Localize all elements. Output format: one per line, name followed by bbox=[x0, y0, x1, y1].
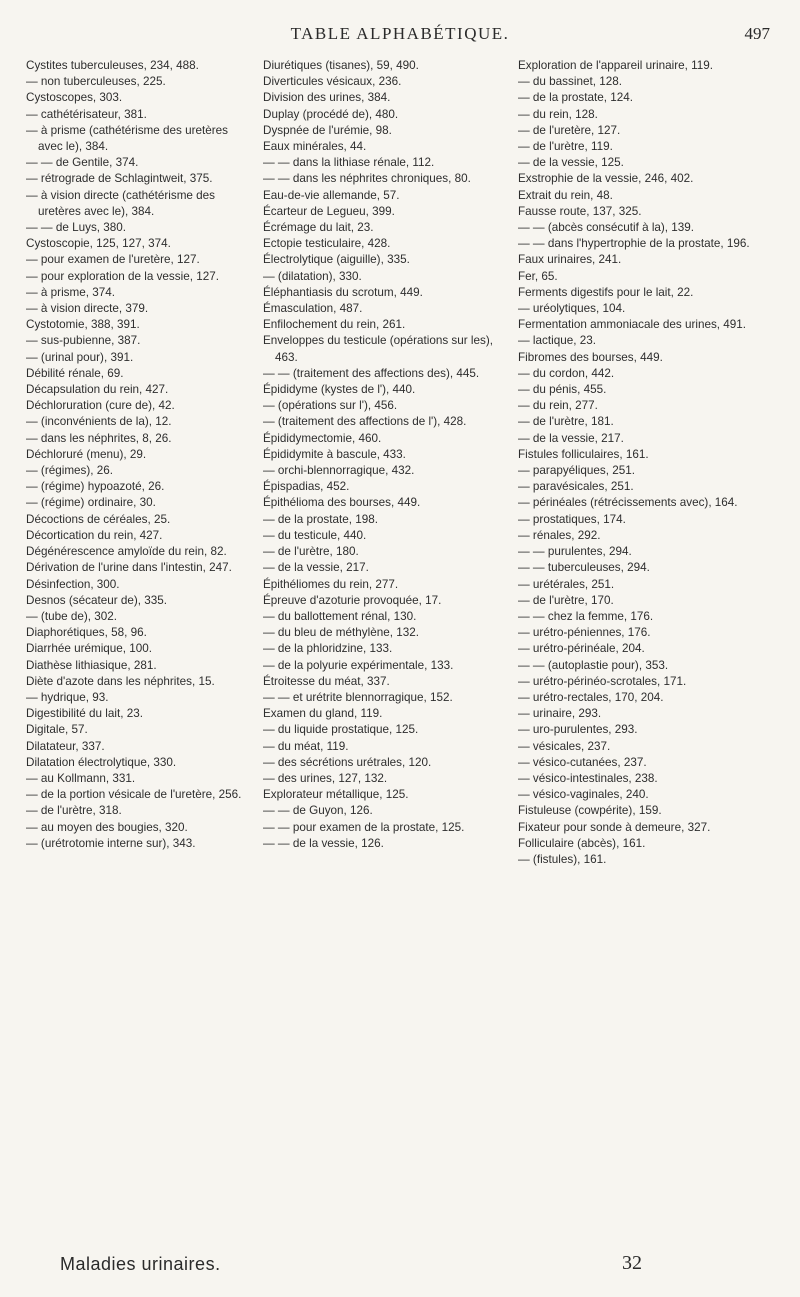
index-entry: Désinfection, 300. bbox=[26, 577, 120, 591]
page-header bbox=[0, 24, 800, 50]
index-entry: — du méat, 119. bbox=[263, 739, 349, 753]
index-entry: — au Kollmann, 331. bbox=[26, 771, 136, 785]
index-entry: — — de la vessie, 126. bbox=[263, 836, 384, 850]
index-entry: — rétrograde de Schlagintweit, 375. bbox=[26, 172, 213, 186]
index-column-1 bbox=[26, 58, 248, 852]
index-entry: — prostatiques, 174. bbox=[518, 512, 626, 526]
index-entry: Fausse route, 137, 325. bbox=[518, 204, 642, 218]
index-entry: Étroitesse du méat, 337. bbox=[263, 674, 390, 688]
index-entry: Épispadias, 452. bbox=[263, 480, 350, 494]
index-entry: — — pour examen de la prostate, 125. bbox=[263, 820, 465, 834]
index-entry: Éléphantiasis du scrotum, 449. bbox=[263, 285, 423, 299]
index-entry: Division des urines, 384. bbox=[263, 91, 391, 105]
index-entry: Faux urinaires, 241. bbox=[518, 253, 622, 267]
index-entry: — de la phloridzine, 133. bbox=[263, 642, 393, 656]
index-entry: — de la vessie, 125. bbox=[518, 156, 624, 170]
index-entry: Extrait du rein, 48. bbox=[518, 188, 613, 202]
index-entry: — du liquide prostatique, 125. bbox=[263, 723, 419, 737]
index-entry: Digitale, 57. bbox=[26, 723, 88, 737]
index-entry: Dilatateur, 337. bbox=[26, 739, 105, 753]
index-entry: — du ballottement rénal, 130. bbox=[263, 609, 417, 623]
index-entry: — urétro-péniennes, 176. bbox=[518, 626, 651, 640]
index-entry: — orchi-blennorragique, 432. bbox=[263, 464, 415, 478]
index-entry: Digestibilité du lait, 23. bbox=[26, 707, 143, 721]
index-entry: — dans les néphrites, 8, 26. bbox=[26, 431, 172, 445]
index-entry: — de l'urètre, 318. bbox=[26, 804, 122, 818]
index-entry: Examen du gland, 119. bbox=[263, 707, 383, 721]
index-entry: — (fistules), 161. bbox=[518, 852, 607, 866]
index-entry: — vésico-vaginales, 240. bbox=[518, 788, 649, 802]
index-entry: — urétro-périnéo-scrotales, 171. bbox=[518, 674, 687, 688]
index-entry: — uréolytiques, 104. bbox=[518, 302, 626, 316]
index-entry: — cathétérisateur, 381. bbox=[26, 107, 147, 121]
index-entry: Décapsulation du rein, 427. bbox=[26, 383, 169, 397]
index-entry: Écrémage du lait, 23. bbox=[263, 221, 374, 235]
index-entry: — des urines, 127, 132. bbox=[263, 771, 388, 785]
index-entry: Diverticules vésicaux, 236. bbox=[263, 75, 402, 89]
index-entry: Exploration de l'appareil urinaire, 119. bbox=[518, 59, 713, 72]
index-entry: — hydrique, 93. bbox=[26, 690, 109, 704]
index-entry: Déchloruration (cure de), 42. bbox=[26, 399, 175, 413]
index-entry: Épididyme (kystes de l'), 440. bbox=[263, 383, 416, 397]
index-entry: — (dilatation), 330. bbox=[263, 269, 362, 283]
index-entry: — du rein, 277. bbox=[518, 399, 598, 413]
index-entry: — au moyen des bougies, 320. bbox=[26, 820, 188, 834]
footer-book-title: Maladies urinaires. bbox=[60, 1254, 221, 1274]
running-title: TABLE ALPHABÉTIQUE. bbox=[290, 24, 510, 43]
index-entry: — à prisme (cathétérisme des uretères avec le), 384. bbox=[26, 123, 229, 154]
index-entry: Cystites tuberculeuses, 234, 488. bbox=[26, 59, 199, 72]
index-entry: Épithélioma des bourses, 449. bbox=[263, 496, 421, 510]
index-entry: Diurétiques (tisanes), 59, 490. bbox=[263, 59, 419, 72]
index-entry: Décoctions de céréales, 25. bbox=[26, 512, 171, 526]
index-entry: — de la vessie, 217. bbox=[263, 561, 369, 575]
index-entry: — périnéales (rétrécissements avec), 164. bbox=[518, 496, 738, 510]
index-entry: — — (traitement des affections des), 445. bbox=[263, 366, 480, 380]
index-entry: Dérivation de l'urine dans l'intestin, 247. bbox=[26, 561, 232, 575]
index-entry: Enfilochement du rein, 261. bbox=[263, 318, 406, 332]
index-entry: Émasculation, 487. bbox=[263, 302, 363, 316]
index-entry: — — tuberculeuses, 294. bbox=[518, 561, 650, 575]
index-entry: — — et urétrite blennorragique, 152. bbox=[263, 690, 453, 704]
index-entry: — de l'urètre, 119. bbox=[518, 140, 613, 154]
index-entry: Duplay (procédé de), 480. bbox=[263, 107, 399, 121]
index-entry: — — (autoplastie pour), 353. bbox=[518, 658, 669, 672]
index-entry: — à prisme, 374. bbox=[26, 285, 115, 299]
index-entry: Fer, 65. bbox=[518, 269, 558, 283]
index-entry: — uro-purulentes, 293. bbox=[518, 723, 638, 737]
index-entry: — — dans l'hypertrophie de la prostate, 196. bbox=[518, 237, 750, 251]
index-entry: Diaphorétiques, 58, 96. bbox=[26, 626, 147, 640]
page-number: 497 bbox=[744, 24, 770, 43]
index-entry: Épithéliomes du rein, 277. bbox=[263, 577, 399, 591]
index-entry: Épreuve d'azoturie provoquée, 17. bbox=[263, 593, 442, 607]
index-entry: Diarrhée urémique, 100. bbox=[26, 642, 153, 656]
index-entry: Fibromes des bourses, 449. bbox=[518, 350, 663, 364]
index-entry: — (régimes), 26. bbox=[26, 464, 114, 478]
index-entry: — (urinal pour), 391. bbox=[26, 350, 134, 364]
index-entry: — à vision directe (cathétérisme des uretères avec le), 384. bbox=[26, 188, 216, 218]
index-entry: Fistules folliculaires, 161. bbox=[518, 447, 649, 461]
index-entry: — — (abcès consécutif à la), 139. bbox=[518, 221, 695, 235]
index-entry: — — de Guyon, 126. bbox=[263, 804, 373, 818]
index-entry: — urétro-périnéale, 204. bbox=[518, 642, 645, 656]
index-entry: Eau-de-vie allemande, 57. bbox=[263, 188, 400, 202]
index-entry: — — purulentes, 294. bbox=[518, 545, 632, 559]
index-entry: Écarteur de Legueu, 399. bbox=[263, 204, 395, 218]
index-entry: — — dans les néphrites chroniques, 80. bbox=[263, 172, 471, 186]
index-entry: Dégénérescence amyloïde du rein, 82. bbox=[26, 545, 227, 559]
index-entry: — — de Gentile, 374. bbox=[26, 156, 139, 170]
index-entry: Fistuleuse (cowpérite), 159. bbox=[518, 804, 662, 818]
index-entry: — (urétrotomie interne sur), 343. bbox=[26, 836, 196, 850]
index-entry: — de l'urètre, 170. bbox=[518, 593, 614, 607]
index-entry: — du pénis, 455. bbox=[518, 383, 607, 397]
index-entry: — (traitement des affections de l'), 428. bbox=[263, 415, 467, 429]
index-entry: — lactique, 23. bbox=[518, 334, 596, 348]
index-entry: Explorateur métallique, 125. bbox=[263, 788, 409, 802]
index-entry: — — chez la femme, 176. bbox=[518, 609, 654, 623]
index-entry: — du bleu de méthylène, 132. bbox=[263, 626, 419, 640]
index-entry: Folliculaire (abcès), 161. bbox=[518, 836, 646, 850]
index-entry: Fermentation ammoniacale des urines, 491. bbox=[518, 318, 747, 332]
index-entry: Dilatation électrolytique, 330. bbox=[26, 755, 177, 769]
index-entry: Ectopie testiculaire, 428. bbox=[263, 237, 391, 251]
index-entry: Cystotomie, 388, 391. bbox=[26, 318, 140, 332]
index-entry: Électrolytique (aiguille), 335. bbox=[263, 253, 410, 267]
index-column-3 bbox=[518, 58, 780, 868]
index-entry: Déchloruré (menu), 29. bbox=[26, 447, 147, 461]
index-entry: — urétérales, 251. bbox=[518, 577, 615, 591]
index-entry: — — dans la lithiase rénale, 112. bbox=[263, 156, 435, 170]
index-entry: — de la vessie, 217. bbox=[518, 431, 624, 445]
index-entry: Exstrophie de la vessie, 246, 402. bbox=[518, 172, 694, 186]
index-entry: — pour exploration de la vessie, 127. bbox=[26, 269, 219, 283]
index-column-2 bbox=[263, 58, 503, 852]
index-entry: — (régime) ordinaire, 30. bbox=[26, 496, 156, 510]
index-entry: — pour examen de l'uretère, 127. bbox=[26, 253, 200, 267]
index-entry: — vésicales, 237. bbox=[518, 739, 611, 753]
index-entry: — (tube de), 302. bbox=[26, 609, 117, 623]
index-entry: — de l'urètre, 180. bbox=[263, 545, 359, 559]
index-entry: — (opérations sur l'), 456. bbox=[263, 399, 398, 413]
index-entry: Eaux minérales, 44. bbox=[263, 140, 367, 154]
index-entry: Épididymite à bascule, 433. bbox=[263, 447, 406, 461]
index-entry: — de l'urètre, 181. bbox=[518, 415, 614, 429]
index-entry: Diète d'azote dans les néphrites, 15. bbox=[26, 674, 215, 688]
index-entry: — urétro-rectales, 170, 204. bbox=[518, 690, 664, 704]
index-entry: — du testicule, 440. bbox=[263, 528, 367, 542]
index-entry: Enveloppes du testicule (opérations sur les), 463. bbox=[263, 334, 493, 364]
index-entry: Diathèse lithiasique, 281. bbox=[26, 658, 157, 672]
index-entry: Ferments digestifs pour le lait, 22. bbox=[518, 285, 694, 299]
index-entry: — de la polyurie expérimentale, 133. bbox=[263, 658, 454, 672]
index-entry: Épididymectomie, 460. bbox=[263, 431, 382, 445]
index-entry: — du cordon, 442. bbox=[518, 366, 615, 380]
index-entry: — du rein, 128. bbox=[518, 107, 598, 121]
index-entry: — de la prostate, 198. bbox=[263, 512, 378, 526]
index-entry: — urinaire, 293. bbox=[518, 707, 602, 721]
index-entry: — (inconvénients de la), 12. bbox=[26, 415, 172, 429]
index-entry: Dyspnée de l'urémie, 98. bbox=[263, 123, 392, 137]
index-entry: — vésico-intestinales, 238. bbox=[518, 771, 658, 785]
index-entry: Décortication du rein, 427. bbox=[26, 528, 163, 542]
index-entry: — des sécrétions urétrales, 120. bbox=[263, 755, 432, 769]
index-entry: — du bassinet, 128. bbox=[518, 75, 622, 89]
index-entry: — paravésicales, 251. bbox=[518, 480, 634, 494]
index-entry: — — de Luys, 380. bbox=[26, 221, 127, 235]
index-entry: — à vision directe, 379. bbox=[26, 302, 149, 316]
index-entry: Desnos (sécateur de), 335. bbox=[26, 593, 167, 607]
index-entry: — vésico-cutanées, 237. bbox=[518, 755, 647, 769]
index-entry: — rénales, 292. bbox=[518, 528, 601, 542]
index-entry: Cystoscopes, 303. bbox=[26, 91, 123, 105]
index-entry: — de la prostate, 124. bbox=[518, 91, 633, 105]
index-entry: — de la portion vésicale de l'uretère, 256. bbox=[26, 788, 242, 802]
index-entry: Cystoscopie, 125, 127, 374. bbox=[26, 237, 171, 251]
index-entry: Débilité rénale, 69. bbox=[26, 366, 124, 380]
index-entry: — de l'uretère, 127. bbox=[518, 123, 621, 137]
index-entry: — (régime) hypoazoté, 26. bbox=[26, 480, 165, 494]
index-entry: — parapyéliques, 251. bbox=[518, 464, 635, 478]
index-entry: — sus-pubienne, 387. bbox=[26, 334, 141, 348]
signature-mark: 32 bbox=[622, 1252, 642, 1274]
index-entry: — non tuberculeuses, 225. bbox=[26, 75, 166, 89]
index-entry: Fixateur pour sonde à demeure, 327. bbox=[518, 820, 711, 834]
